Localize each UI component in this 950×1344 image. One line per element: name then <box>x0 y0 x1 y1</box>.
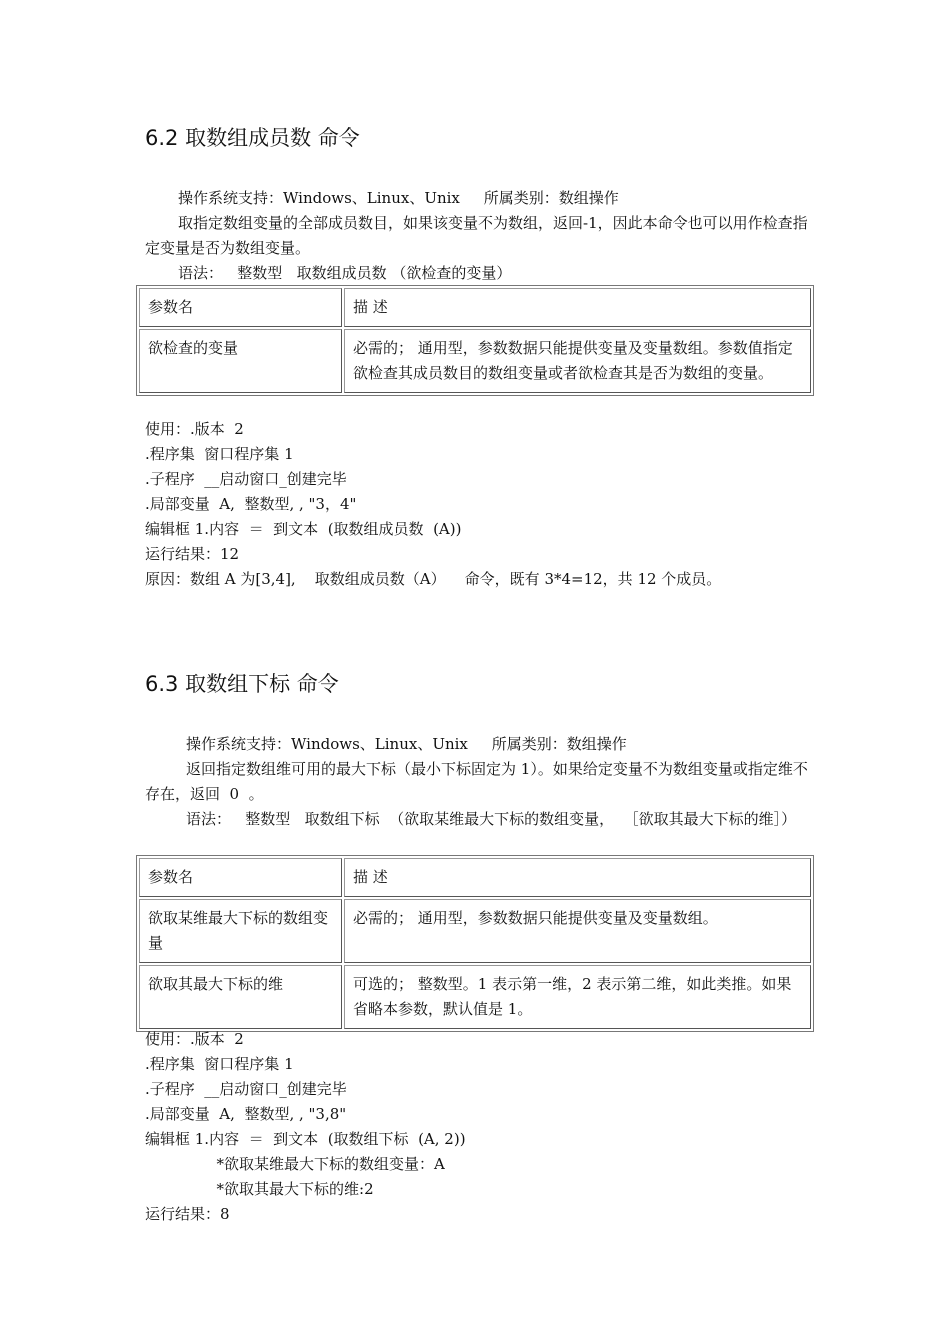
code-line: 使用：.版本 2 <box>145 1030 244 1048</box>
code-line: .局部变量 A, 整数型, , "3，4" <box>145 495 357 513</box>
param-description-cell: 必需的； 通用型，参数数据只能提供变量及变量数组。参数值指定欲检查其成员数目的数组变量或者欲检查其是否为数组的变量。 <box>344 329 811 393</box>
table-row <box>139 965 811 1029</box>
code-line: 使用：.版本 2 <box>145 420 244 438</box>
header-param-name: 参数名 <box>139 858 342 897</box>
table-header-row <box>139 288 811 327</box>
param-description-cell: 必需的； 通用型，参数数据只能提供变量及变量数组。 <box>344 899 811 963</box>
param-description-cell: 可选的； 整数型。1 表示第一维，2 表示第二维，如此类推。如果省略本参数，默认值是 1。 <box>344 965 811 1029</box>
code-line: .程序集 窗口程序集 1 <box>145 445 294 463</box>
header-description: 描 述 <box>344 288 811 327</box>
param-name-cell: 欲检查的变量 <box>139 329 342 393</box>
code-comment-line: *欲取其最大下标的维:2 <box>145 1180 374 1198</box>
command-description: 返回指定数组维可用的最大下标（最小下标固定为 1）。如果给定变量不为数组变量或指定维不存在，返回 0 。 <box>145 760 808 803</box>
run-result: 运行结果：12 <box>145 545 240 563</box>
header-param-name: 参数名 <box>139 288 342 327</box>
section-title-6-2: 6.2 取数组成员数 命令 <box>145 126 360 150</box>
table-row <box>139 329 811 393</box>
reason-line: 原因：数组 A 为[3,4], 取数组成员数（A） 命令，既有 3*4=12，共 12 个成员。 <box>145 570 722 588</box>
table-row <box>139 899 811 963</box>
parameter-table <box>136 285 814 396</box>
syntax-line: 语法： 整数型 取数组成员数 （欲检查的变量） <box>178 264 512 282</box>
code-line: .局部变量 A, 整数型, , "3,8" <box>145 1105 347 1123</box>
param-name-cell: 欲取某维最大下标的数组变量 <box>139 899 342 963</box>
code-line: 编辑框 1.内容 ＝ 到文本 (取数组下标 (A, 2)) <box>145 1130 466 1148</box>
param-name-cell: 欲取其最大下标的维 <box>139 965 342 1029</box>
code-line: .程序集 窗口程序集 1 <box>145 1055 294 1073</box>
code-comment-line: *欲取某维最大下标的数组变量：A <box>145 1155 445 1173</box>
table-header-row <box>139 858 811 897</box>
code-line: .子程序 __启动窗口_创建完毕 <box>145 1080 347 1098</box>
header-description: 描 述 <box>344 858 811 897</box>
os-support-line: 操作系统支持：Windows、Linux、Unix 所属类别：数组操作 <box>178 189 619 207</box>
parameter-table <box>136 855 814 1032</box>
os-support-line: 操作系统支持：Windows、Linux、Unix 所属类别：数组操作 <box>186 735 627 753</box>
code-line: 编辑框 1.内容 ＝ 到文本 (取数组成员数 (A)) <box>145 520 462 538</box>
section-title-6-3: 6.3 取数组下标 命令 <box>145 672 339 696</box>
code-line: .子程序 __启动窗口_创建完毕 <box>145 470 347 488</box>
run-result: 运行结果：8 <box>145 1205 230 1223</box>
command-description: 取指定数组变量的全部成员数目，如果该变量不为数组，返回-1，因此本命令也可以用作检查指定变量是否为数组变量。 <box>145 214 808 257</box>
syntax-line: 语法： 整数型 取数组下标 （欲取某维最大下标的数组变量， ［欲取其最大下标的维］） <box>186 810 797 828</box>
